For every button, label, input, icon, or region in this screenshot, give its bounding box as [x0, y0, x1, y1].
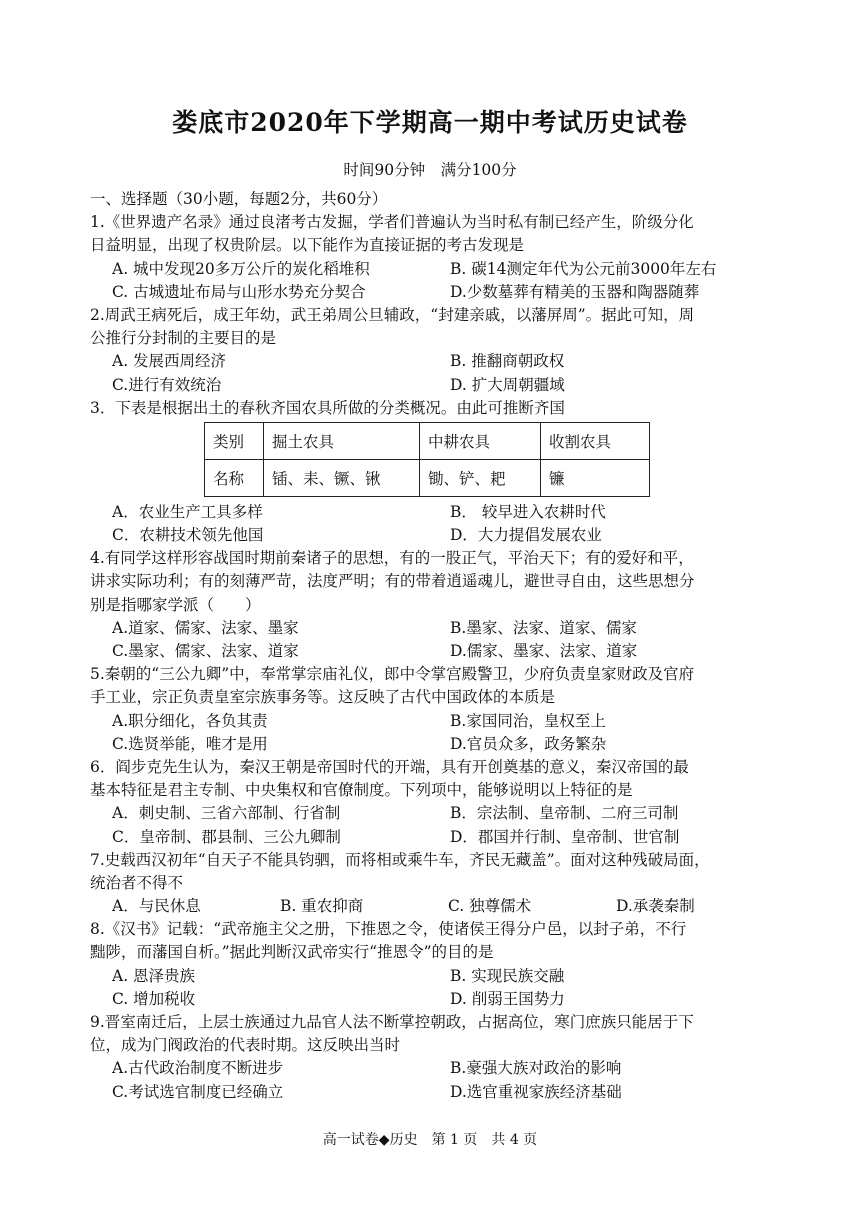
question-5 — [90, 663, 780, 756]
option-c: C．皇帝制、郡县制、三公九卿制 — [112, 827, 341, 846]
option-b: B． 较早进入农耕时代 — [450, 502, 606, 521]
option-d: D.少数墓葬有精美的玉器和陶器随葬 — [450, 282, 700, 301]
table-cell: 收割农具 — [541, 422, 650, 459]
option-a: A．刺史制、三省六部制、行省制 — [112, 804, 341, 823]
question-2 — [90, 304, 780, 397]
question-1 — [90, 211, 780, 304]
question-8 — [90, 918, 780, 1011]
table-row — [205, 459, 650, 496]
option-b: B. 重农抑商 — [280, 897, 364, 916]
option-a: A．农业生产工具多样 — [112, 502, 263, 521]
question-stem-line: 基本特征是君主专制、中央集权和官僚制度。下列项中，能够说明以上特征的是 — [90, 781, 633, 800]
options-row — [90, 988, 780, 1011]
question-4 — [90, 547, 780, 663]
table-cell: 锸、耒、镢、锹 — [264, 459, 420, 496]
page-footer: 高一试卷◆历史 第 1 页 共 4 页 — [322, 1132, 538, 1148]
option-d: D.选官重视家族经济基础 — [450, 1082, 622, 1101]
question-7 — [90, 849, 780, 919]
options-row — [90, 617, 780, 640]
options-row — [90, 350, 780, 373]
option-d: D.承袭秦制 — [616, 897, 695, 916]
table-row — [205, 422, 650, 459]
option-a: A.职分细化，各负其责 — [112, 711, 268, 730]
options-row — [90, 258, 780, 281]
options-row — [90, 640, 780, 663]
table-cell: 中耕农具 — [420, 422, 541, 459]
question-stem-line: 3．下表是根据出土的春秋齐国农具所做的分类概况。由此可推断齐国 — [90, 398, 565, 417]
options-row — [90, 826, 780, 849]
option-c: C.选贤举能，唯才是用 — [112, 734, 268, 753]
question-stem-line: 4.有同学这样形容战国时期前秦诸子的思想，有的一股正气，平治天下；有的爱好和平， — [90, 549, 694, 568]
page-title: 娄底市2020年下学期高一期中考试历史试卷 — [172, 108, 688, 137]
options-row — [90, 374, 780, 397]
option-c: C.考试选官制度已经确立 — [112, 1082, 284, 1101]
section-heading: 一、选择题（30小题，每题2分，共60分） — [90, 190, 388, 208]
table-cell: 镰 — [541, 459, 650, 496]
option-d: D．郡国并行制、皇帝制、世官制 — [450, 827, 680, 846]
question-stem-line: 统治者不得不 — [90, 873, 184, 892]
options-row — [90, 1057, 780, 1080]
option-a: A. 发展西周经济 — [112, 352, 227, 371]
option-c: C. 独尊儒术 — [448, 897, 532, 916]
question-3 — [90, 397, 780, 548]
question-stem-line: 公推行分封制的主要目的是 — [90, 329, 277, 348]
option-d: D. 扩大周朝疆域 — [450, 375, 565, 394]
question-stem-line: 位，成为门阀政治的代表时期。这反映出当时 — [90, 1036, 401, 1055]
option-a: A. 城中发现20多万公斤的炭化稻堆积 — [112, 259, 370, 278]
option-b: B.豪强大族对政治的影响 — [450, 1059, 622, 1078]
option-b: B．宗法制、皇帝制、二府三司制 — [450, 804, 679, 823]
options-row — [90, 281, 780, 304]
table-cell: 名称 — [205, 459, 264, 496]
option-a: A．与民休息 — [112, 897, 201, 916]
option-a: A.道家、儒家、法家、墨家 — [112, 618, 299, 637]
option-b: B.家国同治，皇权至上 — [450, 711, 606, 730]
option-a: A. 恩泽贵族 — [112, 966, 196, 985]
question-stem-line: 别是指哪家学派（ ） — [90, 595, 261, 614]
question-body — [90, 188, 780, 1104]
option-c: C. 增加税收 — [112, 989, 196, 1008]
option-d: D.官员众多，政务繁杂 — [450, 734, 607, 753]
question-stem-line: 2.周武王病死后，成王年幼，武王弟周公旦辅政，“封建亲戚，以藩屏周”。据此可知，周 — [90, 305, 695, 324]
options-row — [90, 501, 780, 524]
table-cell: 掘土农具 — [264, 422, 420, 459]
option-b: B. 实现民族交融 — [450, 966, 565, 985]
question-stem-line: 8.《汉书》记载：“武帝施主父之册，下推恩之令，使诸侯王得分户邑，以封子弟，不行 — [90, 920, 687, 939]
option-b: B. 碳14测定年代为公元前3000年左右 — [450, 259, 717, 278]
exam-time-and-score: 时间90分钟 满分100分 — [343, 161, 517, 179]
question-stem-line: 5.秦朝的“三公九卿”中，奉常掌宗庙礼仪，郎中令掌宫殿警卫，少府负责皇家财政及官府 — [90, 665, 695, 684]
table-cell: 锄、铲、耙 — [420, 459, 541, 496]
option-c: C．农耕技术领先他国 — [112, 526, 264, 545]
option-c: C. 古城遗址布局与山形水势充分契合 — [112, 282, 366, 301]
question-stem-line: 讲求实际功利；有的刻薄严苛，法度严明；有的带着逍遥魂儿，避世寻自由，这些思想分 — [90, 572, 695, 591]
options-row — [90, 895, 780, 918]
option-d: D．大力提倡发展农业 — [450, 526, 602, 545]
question-9 — [90, 1011, 780, 1104]
question-stem-line: 手工业，宗正负责皇室宗族事务等。这反映了古代中国政体的本质是 — [90, 688, 556, 707]
options-row — [90, 1081, 780, 1104]
question-stem-line: 日益明显，出现了权贵阶层。以下能作为直接证据的考古发现是 — [90, 236, 525, 255]
farm-tools-table — [204, 422, 650, 497]
option-c: C.墨家、儒家、法家、道家 — [112, 642, 299, 660]
options-row — [90, 524, 780, 547]
option-a: A.古代政治制度不断进步 — [112, 1059, 284, 1078]
question-stem-line: 黜陟，而藩国自析。”据此判断汉武帝实行“推恩令”的目的是 — [90, 943, 494, 962]
option-d: D. 削弱王国势力 — [450, 989, 565, 1008]
option-d: D.儒家、墨家、法家、道家 — [450, 642, 638, 660]
options-row — [90, 710, 780, 733]
question-stem-line: 6．阎步克先生认为，秦汉王朝是帝国时代的开端，具有开创奠基的意义，秦汉帝国的最 — [90, 757, 689, 776]
question-stem-line: 1.《世界遗产名录》通过良渚考古发掘，学者们普遍认为当时私有制已经产生，阶级分化 — [90, 213, 694, 232]
options-row — [90, 802, 780, 825]
option-b: B. 推翻商朝政权 — [450, 352, 565, 371]
options-row — [90, 733, 780, 756]
question-6 — [90, 756, 780, 849]
option-b: B.墨家、法家、道家、儒家 — [450, 618, 637, 637]
options-row — [90, 965, 780, 988]
table-cell: 类别 — [205, 422, 264, 459]
question-stem-line: 7.史载西汉初年“自天子不能具钧驷，而将相或乘牛车，齐民无藏盖”。面对这种残破局面， — [90, 850, 710, 869]
option-c: C.进行有效统治 — [112, 375, 222, 394]
question-stem-line: 9.晋室南迁后，上层士族通过九品官人法不断掌控朝政，占据高位，寒门庶族只能居于下 — [90, 1013, 694, 1031]
